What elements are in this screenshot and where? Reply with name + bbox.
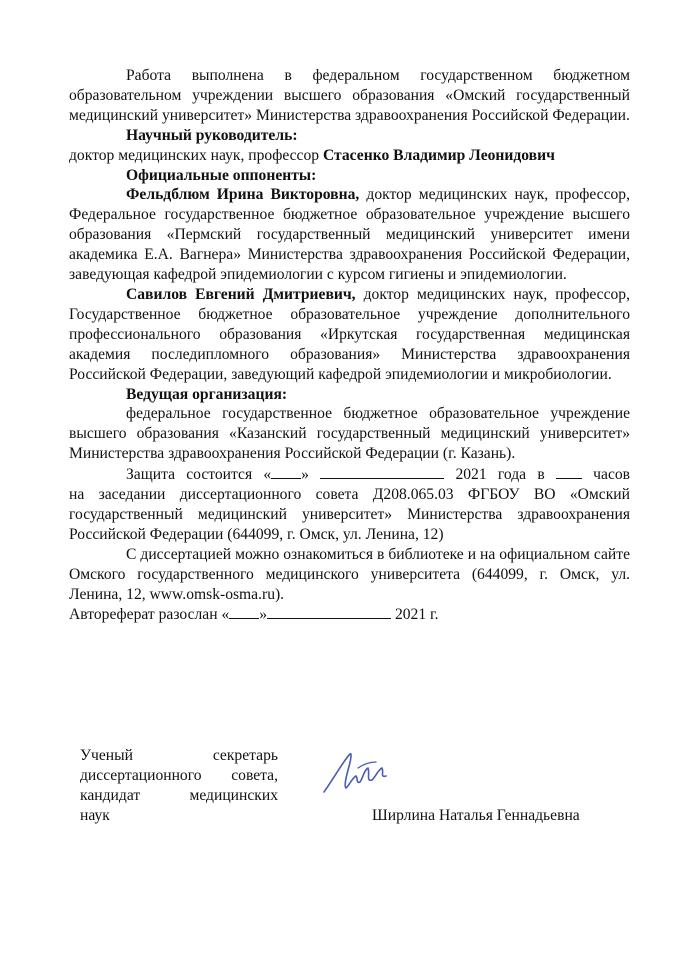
opponent-1-name: Фельдблюм Ирина Викторовна, [126,186,360,204]
handwritten-signature [318,748,392,800]
library-paragraph: С диссертацией можно ознакомиться в библиотеке и на официальном сайте Омского государственного медицинского университета (644099, г. Омск, ул. Ленина, 12, www.omsk-osma.ru). [69,545,630,603]
secretary-role: Ученый секретарь диссертационного совета, кандидат медицинских наук [80,747,278,824]
leading-org-text: федеральное государственное бюджетное образовательное учреждение высшего образования «Казанский государственный медицинский университет» Министерства здравоохранения Российской Федерации (г. Казань). [69,405,630,463]
supervisor-title: доктор медицинских наук, профессор [69,146,320,164]
secretary-name: Ширлина Наталья Геннадьевна [372,807,580,824]
signature-block [80,746,640,836]
distributed-month-blank [267,604,391,619]
leading-org-heading: Ведущая организация: [126,385,288,403]
supervisor-heading: Научный руководитель: [126,126,298,144]
document-body [69,66,630,625]
opponents-heading: Официальные оппоненты: [126,166,317,184]
distributed-line: Автореферат разослан « » 2021 г. [69,606,439,624]
supervisor-name: Стасенко Владимир Леонидович [322,146,555,164]
opponent-2-text: доктор медицинских наук, профессор, Государственное бюджетное образовательное учреждение дополнительного профессионального образования «Иркутская государственная медицинская академия последипломного образования» Министерства здравоохранения Российской Федерации, заведующий кафедрой эпидемиологии и микробиологии. [69,285,630,383]
defense-first-line: Защита состоится « » 2021 года в часов [126,466,631,484]
defense-text: на заседании диссертационного совета Д208.065.03 ФГБОУ ВО «Омский государственный медицинский университет» Министерства здравоохранения Российской Федерации (644099, г. Омск, ул. Ленина, 12) [69,486,630,543]
intro-paragraph: Работа выполнена в федеральном государственном бюджетном образовательном учреждении высшего образования «Омский государственный медицинский университет» Министерства здравоохранения Российской Федерации. [69,67,630,124]
defense-month-blank [320,464,444,479]
distributed-day-blank [229,604,259,619]
opponent-1-text: доктор медицинских наук, профессор, Федеральное государственное бюджетное образовательное учреждение высшего образования «Пермский государственный медицинский университет имени академика Е.А. Вагнера» Министерства здравоохранения Российской Федерации, заведующая кафедрой эпидемиологии с курсом гигиены и эпидемиологии. [69,186,630,284]
opponent-2-name: Савилов Евгений Дмитриевич, [126,285,356,303]
supervisor-line [69,146,630,166]
defense-day-blank [271,464,301,479]
defense-hour-blank [556,464,582,479]
opponent-2 [69,285,630,385]
opponent-1 [69,185,630,285]
